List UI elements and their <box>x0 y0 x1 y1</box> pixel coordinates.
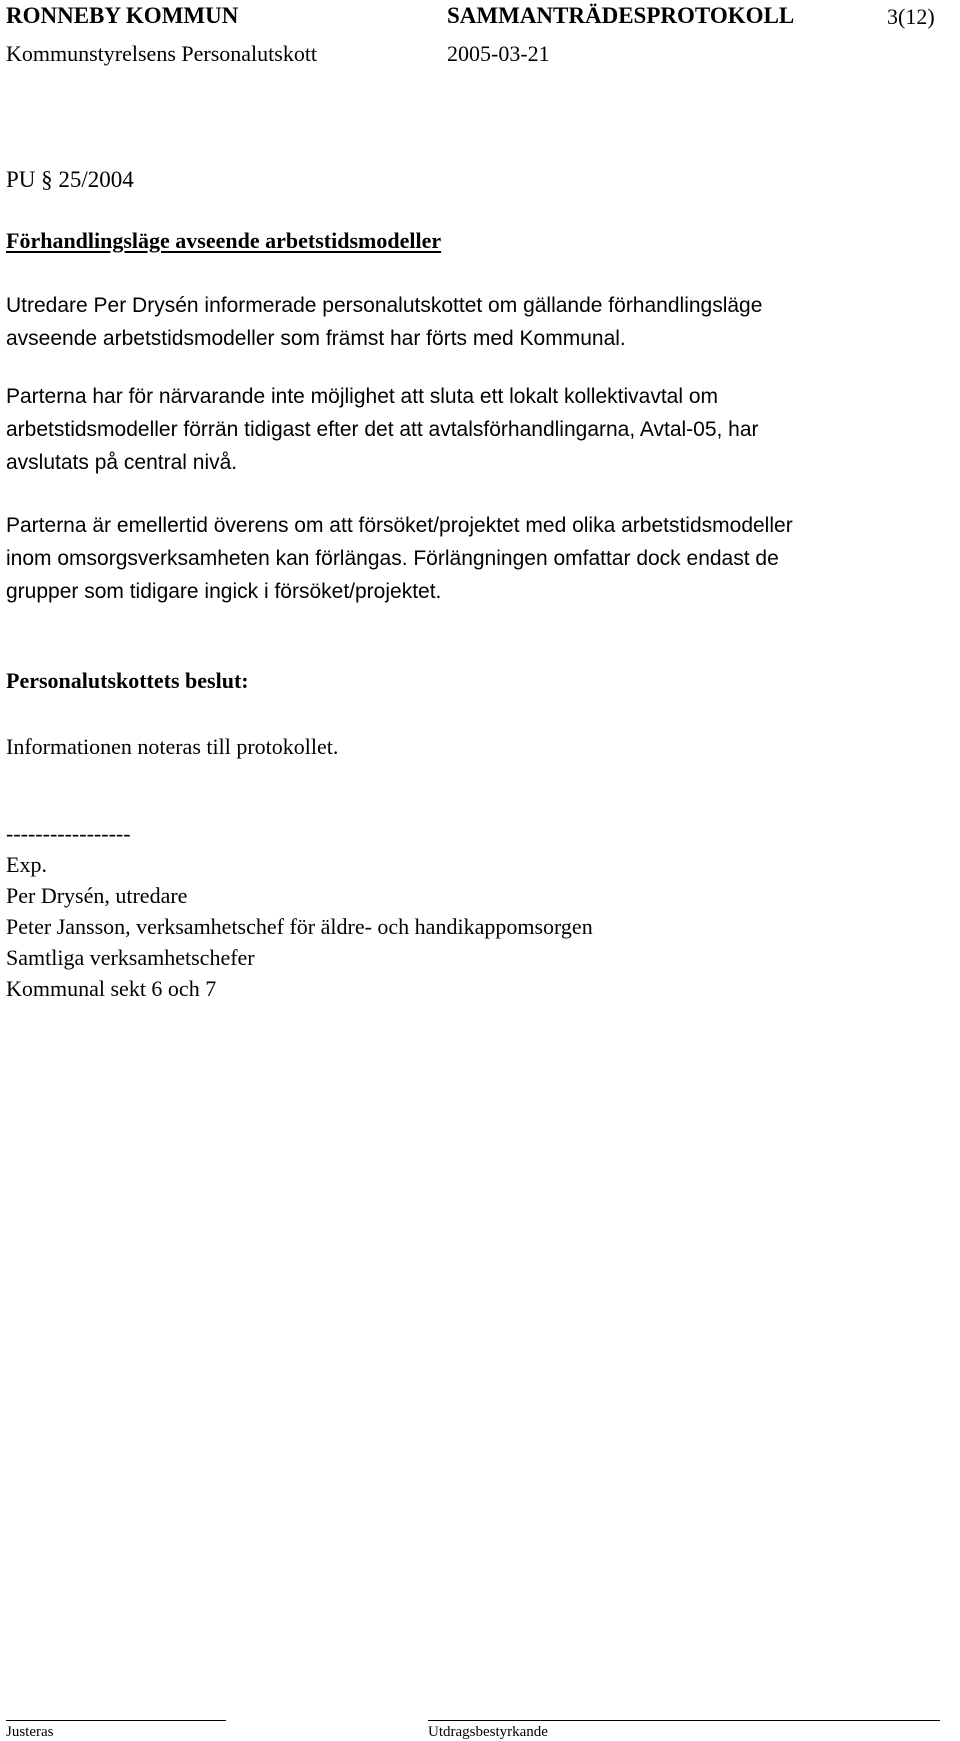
justeras-signature-line <box>6 1720 226 1721</box>
municipality-name: RONNEBY KOMMUN <box>6 3 239 28</box>
utdragsbestyrkande-label: Utdragsbestyrkande <box>428 1724 548 1740</box>
expedition-label: Exp. <box>6 852 47 877</box>
paragraph-line: Parterna har för närvarande inte möjlighet att sluta ett lokalt kollektivavtal om <box>6 385 719 408</box>
justeras-label: Justeras <box>6 1724 54 1740</box>
expedition-recipient: Per Drysén, utredare <box>6 883 188 908</box>
paragraph-line: avseende arbetstidsmodeller som främst har förts med Kommunal. <box>6 327 626 350</box>
paragraph-line: avslutats på central nivå. <box>6 451 238 474</box>
expedition-separator: ----------------- <box>6 821 131 846</box>
expedition-block <box>6 818 593 1004</box>
item-title: Förhandlingsläge avseende arbetstidsmodeller <box>6 228 442 253</box>
expedition-recipient: Samtliga verksamhetschefer <box>6 945 255 970</box>
paragraph-line: inom omsorgsverksamheten kan förlängas. Förlängningen omfattar dock endast de <box>6 547 779 570</box>
paragraph-line: Utredare Per Drysén informerade personalutskottet om gällande förhandlingsläge <box>6 294 763 317</box>
paragraph-line: Parterna är emellertid överens om att försöket/projektet med olika arbetstidsmodeller <box>6 514 793 537</box>
paragraph-1 <box>6 289 946 355</box>
page-number: 3(12) <box>887 4 935 29</box>
item-reference: PU § 25/2004 <box>6 167 134 192</box>
document-type: SAMMANTRÄDESPROTOKOLL <box>447 3 795 28</box>
decision-text: Informationen noteras till protokollet. <box>6 734 339 759</box>
paragraph-line: arbetstidsmodeller förrän tidigast efter det att avtalsförhandlingarna, Avtal-05, har <box>6 418 759 441</box>
paragraph-2 <box>6 380 946 479</box>
meeting-date: 2005-03-21 <box>447 41 550 66</box>
paragraph-line: grupper som tidigare ingick i försöket/projektet. <box>6 580 442 603</box>
expedition-recipient: Peter Jansson, verksamhetschef för äldre- och handikappomsorgen <box>6 914 593 939</box>
utdragsbestyrkande-signature-line <box>428 1720 940 1721</box>
decision-heading: Personalutskottets beslut: <box>6 668 249 693</box>
committee-name: Kommunstyrelsens Personalutskott <box>6 41 318 66</box>
paragraph-3 <box>6 509 946 608</box>
expedition-recipient: Kommunal sekt 6 och 7 <box>6 976 217 1001</box>
